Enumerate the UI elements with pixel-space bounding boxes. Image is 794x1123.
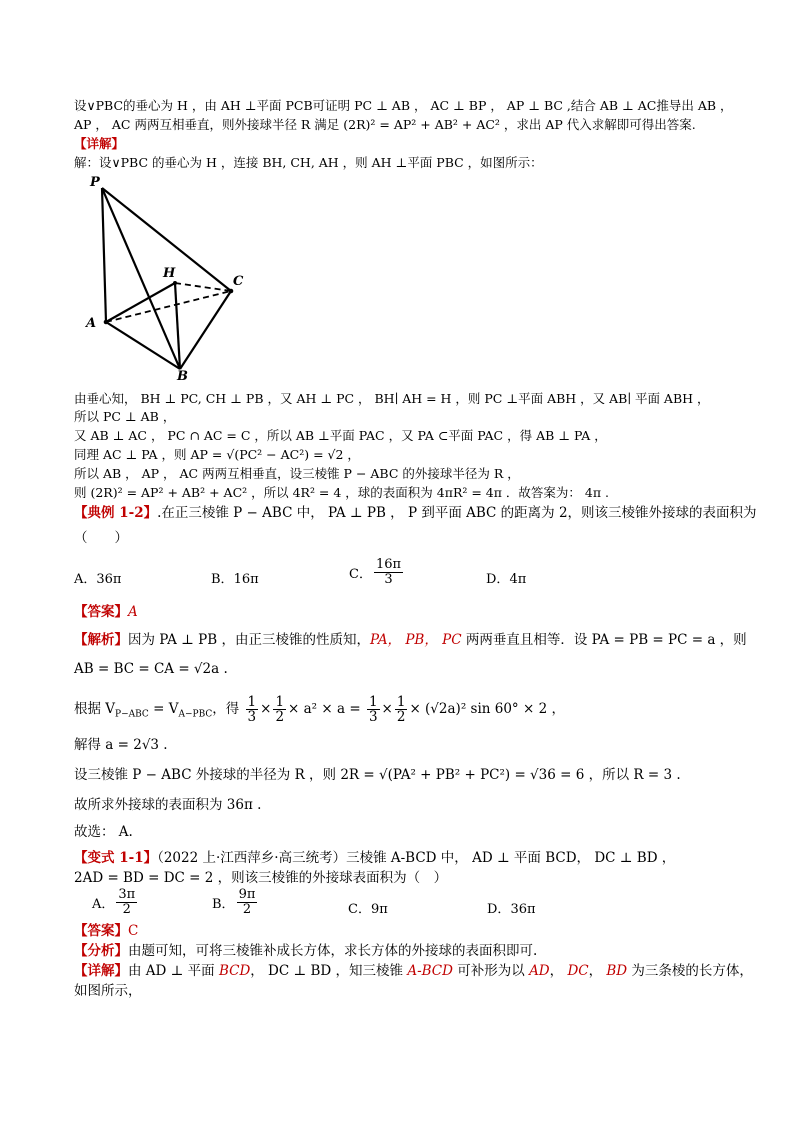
answer2-value: C	[128, 923, 139, 939]
proof-line-6: 则 (2R)² = AP² + AB² + AC² ，所以 4R² = 4 ，球的表面积为 4πR² = 4π ．故答案为： 4π .	[74, 485, 610, 500]
detail2-line-1: 【详解】由 AD ⊥ 平面 BCD， DC ⊥ BD ，知三棱锥 A-BCD 可补形为以 AD， DC， BD 为三条棱的长方体，	[74, 963, 753, 979]
detail2-tag: 【详解】	[74, 963, 128, 979]
variant-line-1: 【变式 1-1】（2022 上·江西萍乡·高三统考）三棱锥 A-BCD 中， AD ⊥ 平面 BCD， DC ⊥ BD ，	[74, 850, 676, 866]
example-option-b: B．16π	[211, 572, 259, 587]
variant-option-a: A． $\frac{3\pi}{2}$	[92, 887, 136, 917]
edge-pa	[102, 188, 106, 322]
analysis2-tag: 【分析】	[74, 943, 128, 959]
tetrahedron-figure	[80, 174, 250, 384]
analysis2-line: 【分析】由题可知，可将三棱锥补成长方体，求长方体的外接球的表面积即可.	[74, 943, 538, 959]
proof-line-5: 所以 AB ， AP ， AC 两两互相垂直，设三棱锥 P − ABC 的外接球半径为 R ，	[74, 466, 520, 481]
analysis-line-1: 【解析】因为 PA ⊥ PB ，由正三棱锥的性质知，PA， PB， PC 两两垂直且相等．设 PA = PB = PC = a ，则	[74, 632, 747, 648]
analysis-tag: 【解析】	[74, 632, 128, 648]
answer-tag: 【答案】	[74, 604, 128, 620]
detail-tag-label: 【详解】	[74, 136, 125, 151]
analysis-line-2: AB = BC = CA = √2a .	[74, 661, 228, 677]
detail-line-1: 解：设∨PBC 的垂心为 H ，连接 BH, CH, AH ，则 AH ⊥平面 PBC ，如图所示：	[74, 155, 543, 170]
vertex-h-dot	[173, 281, 177, 285]
label-h: H	[163, 266, 176, 281]
analysis-line-4: 解得 a = 2√3 .	[74, 737, 168, 753]
intro-line-1: 设∨PBC的垂心为 H ，由 AH ⊥平面 PCB可证明 PC ⊥ AB ， AC ⊥ BP ， AP ⊥ BC ,结合 AB ⊥ AC推导出 AB ，	[74, 98, 733, 113]
edge-bc	[180, 291, 231, 369]
answer2-line	[74, 923, 138, 939]
answer-line	[74, 604, 138, 620]
vertex-a-dot	[104, 320, 109, 325]
vertex-c-dot	[229, 289, 234, 294]
example-option-d: D．4π	[486, 572, 527, 587]
example-tag: 【典例 1-2】	[74, 505, 158, 521]
analysis-line-5: 设三棱锥 P − ABC 外接球的半径为 R ，则 2R = √(PA² + PB² + PC²) = √36 = 6 ，所以 R = 3 .	[74, 767, 681, 783]
edge-ac-dashed	[106, 291, 231, 322]
answer2-tag: 【答案】	[74, 923, 128, 939]
proof-line-1: 由垂心知， BH ⊥ PC, CH ⊥ PB ，又 AH ⊥ PC ， BH∣ AH = H ，则 PC ⊥平面 ABH ，又 AB∣ 平面 ABH ，	[74, 391, 710, 406]
variant-tag: 【变式 1-1】	[74, 850, 158, 866]
detail-tag	[74, 136, 124, 152]
proof-line-4: 同理 AC ⊥ PA ，则 AP = √(PC² − AC²) = √2 ，	[74, 447, 360, 462]
label-b: B	[177, 369, 188, 384]
analysis-line-3: 根据 $V_{P-ABC} = V_{A-PBC}$，得 $\frac{1}{3}$ × $\frac{1}{2}$ × a² × a = $\frac{1}{3}$ × $\frac{1}{2}$ × (√2a)² sin 60° × 2 ，	[74, 694, 565, 725]
answer-value: A	[128, 604, 138, 620]
example-line-2: （ ）	[74, 530, 128, 546]
example-option-c: C． $\frac{16\pi}{3}$	[349, 557, 402, 587]
example-line-1	[74, 505, 757, 521]
example-option-a: A．36π	[74, 572, 122, 587]
proof-line-2: 所以 PC ⊥ AB ，	[74, 409, 176, 424]
variant-option-c: C．9π	[348, 902, 388, 917]
label-p: P	[90, 175, 100, 190]
variant-option-d: D．36π	[487, 902, 536, 917]
label-a: A	[86, 316, 97, 331]
analysis-line-6: 故所求外接球的表面积为 36π .	[74, 797, 262, 813]
proof-line-3: 又 AB ⊥ AC ， PC ∩ AC = C ，所以 AB ⊥平面 PAC ，又 PA ⊂平面 PAC ，得 AB ⊥ PA ，	[74, 428, 607, 443]
intro-line-2: AP ， AC 两两互相垂直，则外接球半径 R 满足 (2R)² = AP² + AB² + AC² ，求出 AP 代入求解即可得出答案.	[74, 117, 696, 132]
analysis-line-7: 故选： A.	[74, 824, 133, 840]
variant-line-2: 2AD = BD = DC = 2 ，则该三棱锥的外接球表面积为（ ）	[74, 870, 448, 886]
example-question: .在正三棱锥 P − ABC 中， PA ⊥ PB ， P 到平面 ABC 的距离为 2，则该三棱锥外接球的表面积为	[157, 505, 757, 521]
detail2-line-2: 如图所示，	[74, 983, 142, 999]
edge-ah	[106, 283, 175, 322]
label-c: C	[233, 274, 244, 289]
edge-hb	[175, 283, 180, 369]
variant-option-b: B． $\frac{9\pi}{2}$	[212, 887, 256, 917]
